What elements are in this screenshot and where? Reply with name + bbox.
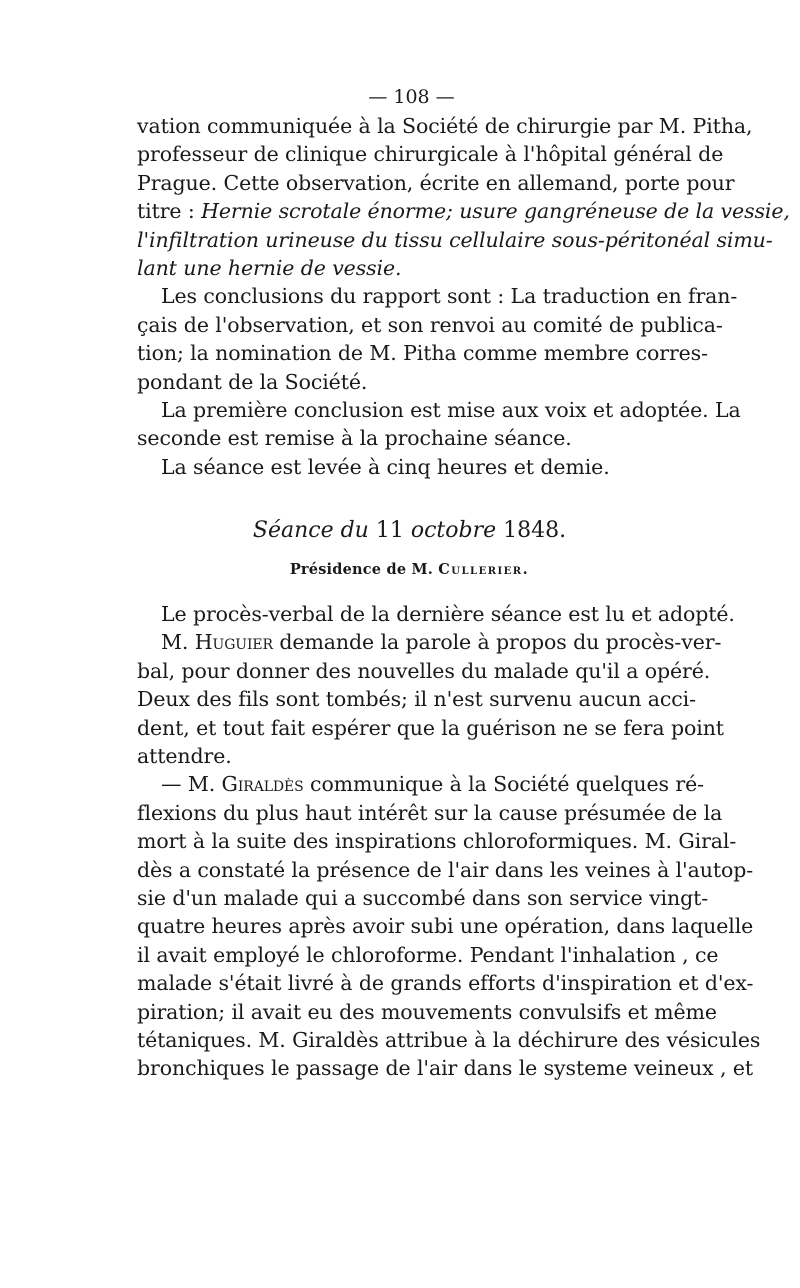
presidency-heading: [137, 556, 682, 584]
text-line: pondant de la Société.: [137, 369, 368, 394]
paragraph-minutes: [137, 600, 735, 628]
text-span: titre :: [137, 199, 202, 224]
text-line: Deux des fils sont tombés; il n'est survenu aucun acci-: [137, 687, 696, 712]
paragraph-closing: [137, 453, 682, 481]
section-title-day: 11: [375, 518, 404, 544]
paragraph-observation: [137, 112, 790, 282]
section-title-year: 1848.: [503, 518, 567, 544]
italic-title-span: Hernie scrotale énorme; usure gangréneuse de la vessie,: [201, 199, 790, 224]
surname-giraldes: Giraldès: [221, 772, 304, 797]
presidency-prefix: Présidence de: [289, 561, 412, 579]
text-line: [137, 628, 722, 656]
text-line: malade s'était livré à de grands efforts d'inspiration et d'ex-: [137, 971, 754, 996]
page-content: [137, 82, 790, 1083]
text-line: professeur de clinique chirurgicale à l'hôpital général de: [137, 142, 724, 167]
text-line: tion; la nomination de M. Pitha comme membre corres-: [137, 341, 708, 366]
surname-huguier: Huguier: [194, 630, 273, 655]
text-line: sie d'un malade qui a succombé dans son service vingt-: [137, 885, 709, 910]
paragraph-vote: [137, 396, 741, 453]
text-line: tétaniques. M. Giraldès attribue à la déchirure des vésicules: [137, 1027, 761, 1052]
text-span: — M.: [161, 772, 222, 797]
text-line: vation communiquée à la Société de chirurgie par M. Pitha,: [137, 114, 753, 138]
page-number: — 108 —: [368, 86, 455, 108]
text-line: La séance est levée à cinq heures et demie.: [161, 454, 610, 479]
text-line: seconde est remise à la prochaine séance.: [137, 426, 572, 451]
text-span: demande la parole à propos du procès-ver-: [272, 630, 722, 655]
section-spacer: [137, 481, 682, 516]
text-line: quatre heures après avoir subi une opération, dans laquelle: [137, 914, 754, 939]
text-line: bronchiques le passage de l'air dans le systeme veineux , et: [137, 1056, 753, 1081]
text-line: bal, pour donner des nouvelles du malade qu'il a opéré.: [137, 658, 711, 683]
presidency-title: M.: [411, 561, 439, 579]
text-line: La première conclusion est mise aux voix et adoptée. La: [161, 397, 741, 422]
paragraph-conclusions: [137, 282, 738, 396]
section-title-text: Séance du: [252, 518, 376, 544]
text-line: l'infiltration urineuse du tissu cellulaire sous-péritonéal simu-: [137, 227, 773, 252]
text-line: lant une hernie de vessie.: [137, 255, 402, 280]
paragraph-huguier: [137, 628, 724, 770]
text-line: [137, 197, 790, 225]
text-span: communique à la Société quelques ré-: [303, 772, 704, 797]
text-line: Prague. Cette observation, écrite en allemand, porte pour: [137, 170, 735, 195]
text-span: M.: [161, 630, 195, 655]
paragraph-giraldes: [137, 770, 761, 1082]
presidency-name: Cullerier.: [438, 561, 530, 579]
section-title: [137, 516, 682, 546]
text-line: dent, et tout fait espérer que la guérison ne se fera point: [137, 715, 724, 740]
text-line: [137, 770, 704, 798]
text-line: piration; il avait eu des mouvements convulsifs et même: [137, 999, 717, 1024]
text-line: attendre.: [137, 744, 232, 769]
text-line: Les conclusions du rapport sont : La traduction en fran-: [161, 284, 738, 309]
text-line: il avait employé le chloroforme. Pendant l'inhalation , ce: [137, 942, 719, 967]
text-line: mort à la suite des inspirations chloroformiques. M. Giral-: [137, 829, 737, 854]
text-line: flexions du plus haut intérêt sur la cause présumée de la: [137, 800, 723, 825]
text-line: çais de l'observation, et son renvoi au comité de publica-: [137, 312, 723, 337]
section-title-month: octobre: [403, 518, 504, 544]
text-line: Le procès-verbal de la dernière séance est lu et adopté.: [161, 602, 735, 627]
text-line: dès a constaté la présence de l'air dans les veines à l'autop-: [137, 857, 754, 882]
